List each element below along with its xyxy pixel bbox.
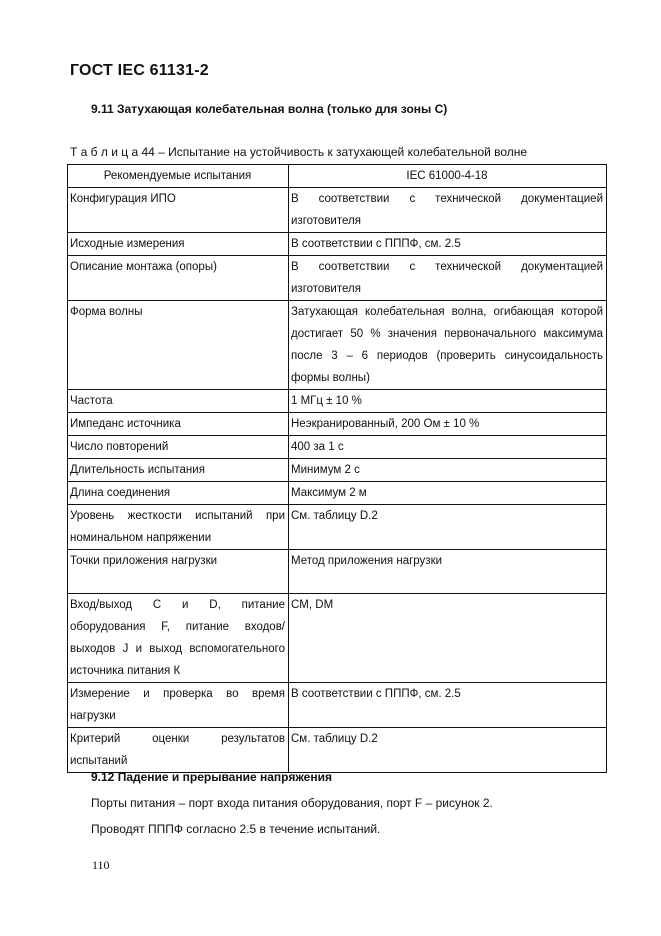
header-cell-tests: Рекомендуемые испытания xyxy=(68,165,289,188)
row-value: Затухающая колебательная волна, огибающая которой достигает 50 % значения первоначального максимума после 3 – 6 периодов (проверить синусоидальность формы волны) xyxy=(289,301,607,390)
table-row xyxy=(68,505,607,550)
document-title: ГОСТ IEC 61131-2 xyxy=(70,62,209,79)
row-label: Измерение и проверка во время нагрузки xyxy=(68,683,289,728)
row-value: В соответствии с ПППФ, см. 2.5 xyxy=(289,233,607,256)
row-label: Уровень жесткости испытаний при номинальном напряжении xyxy=(68,505,289,550)
table-caption: Т а б л и ц а 44 – Испытание на устойчивость к затухающей колебательной волне xyxy=(70,145,528,159)
row-value: CM, DM xyxy=(289,594,607,683)
table-row xyxy=(68,413,607,436)
page-number: 110 xyxy=(92,858,110,872)
table-row xyxy=(68,683,607,728)
row-value: См. таблицу D.2 xyxy=(289,728,607,773)
row-label: Длительность испытания xyxy=(68,459,289,482)
table-row xyxy=(68,301,607,390)
row-label: Конфигурация ИПО xyxy=(68,188,289,233)
section-title-voltage-dips: 9.12 Падение и прерывание напряжения xyxy=(91,770,332,784)
row-label: Исходные измерения xyxy=(68,233,289,256)
row-value: В соответствии с технической документацией изготовителя xyxy=(289,188,607,233)
test-table xyxy=(67,164,607,773)
row-label: Частота xyxy=(68,390,289,413)
table-row xyxy=(68,594,607,683)
table-row xyxy=(68,188,607,233)
paragraph-power-ports: Порты питания – порт входа питания оборудования, порт F – рисунок 2. xyxy=(91,796,493,810)
row-value: В соответствии с ПППФ, см. 2.5 xyxy=(289,683,607,728)
row-label: Описание монтажа (опоры) xyxy=(68,256,289,301)
table-row xyxy=(68,233,607,256)
table-row xyxy=(68,436,607,459)
table-row xyxy=(68,728,607,773)
section-title: 9.11 Затухающая колебательная волна (только для зоны С) xyxy=(91,102,448,116)
table-header-row xyxy=(68,165,607,188)
row-value: 1 МГц ± 10 % xyxy=(289,390,607,413)
row-label: Точки приложения нагрузки xyxy=(68,550,289,594)
row-value: В соответствии с технической документацией изготовителя xyxy=(289,256,607,301)
row-label: Длина соединения xyxy=(68,482,289,505)
row-value: Метод приложения нагрузки xyxy=(289,550,607,594)
row-value: 400 за 1 с xyxy=(289,436,607,459)
row-value: См. таблицу D.2 xyxy=(289,505,607,550)
table-row xyxy=(68,390,607,413)
row-value: Максимум 2 м xyxy=(289,482,607,505)
row-value: Неэкранированный, 200 Ом ± 10 % xyxy=(289,413,607,436)
row-label: Критерий оценки результатов испытаний xyxy=(68,728,289,773)
row-label: Вход/выход С и D, питание оборудования F, питание входов/выходов J и выход вспомогательного источника питания К xyxy=(68,594,289,683)
row-label: Число повторений xyxy=(68,436,289,459)
table-row xyxy=(68,256,607,301)
row-label: Импеданс источника xyxy=(68,413,289,436)
row-value: Минимум 2 с xyxy=(289,459,607,482)
header-cell-standard: IEC 61000-4-18 xyxy=(289,165,607,188)
paragraph-procedure: Проводят ПППФ согласно 2.5 в течение испытаний. xyxy=(91,822,381,836)
row-label: Форма волны xyxy=(68,301,289,390)
table-row xyxy=(68,459,607,482)
table-row xyxy=(68,482,607,505)
table-row xyxy=(68,550,607,594)
